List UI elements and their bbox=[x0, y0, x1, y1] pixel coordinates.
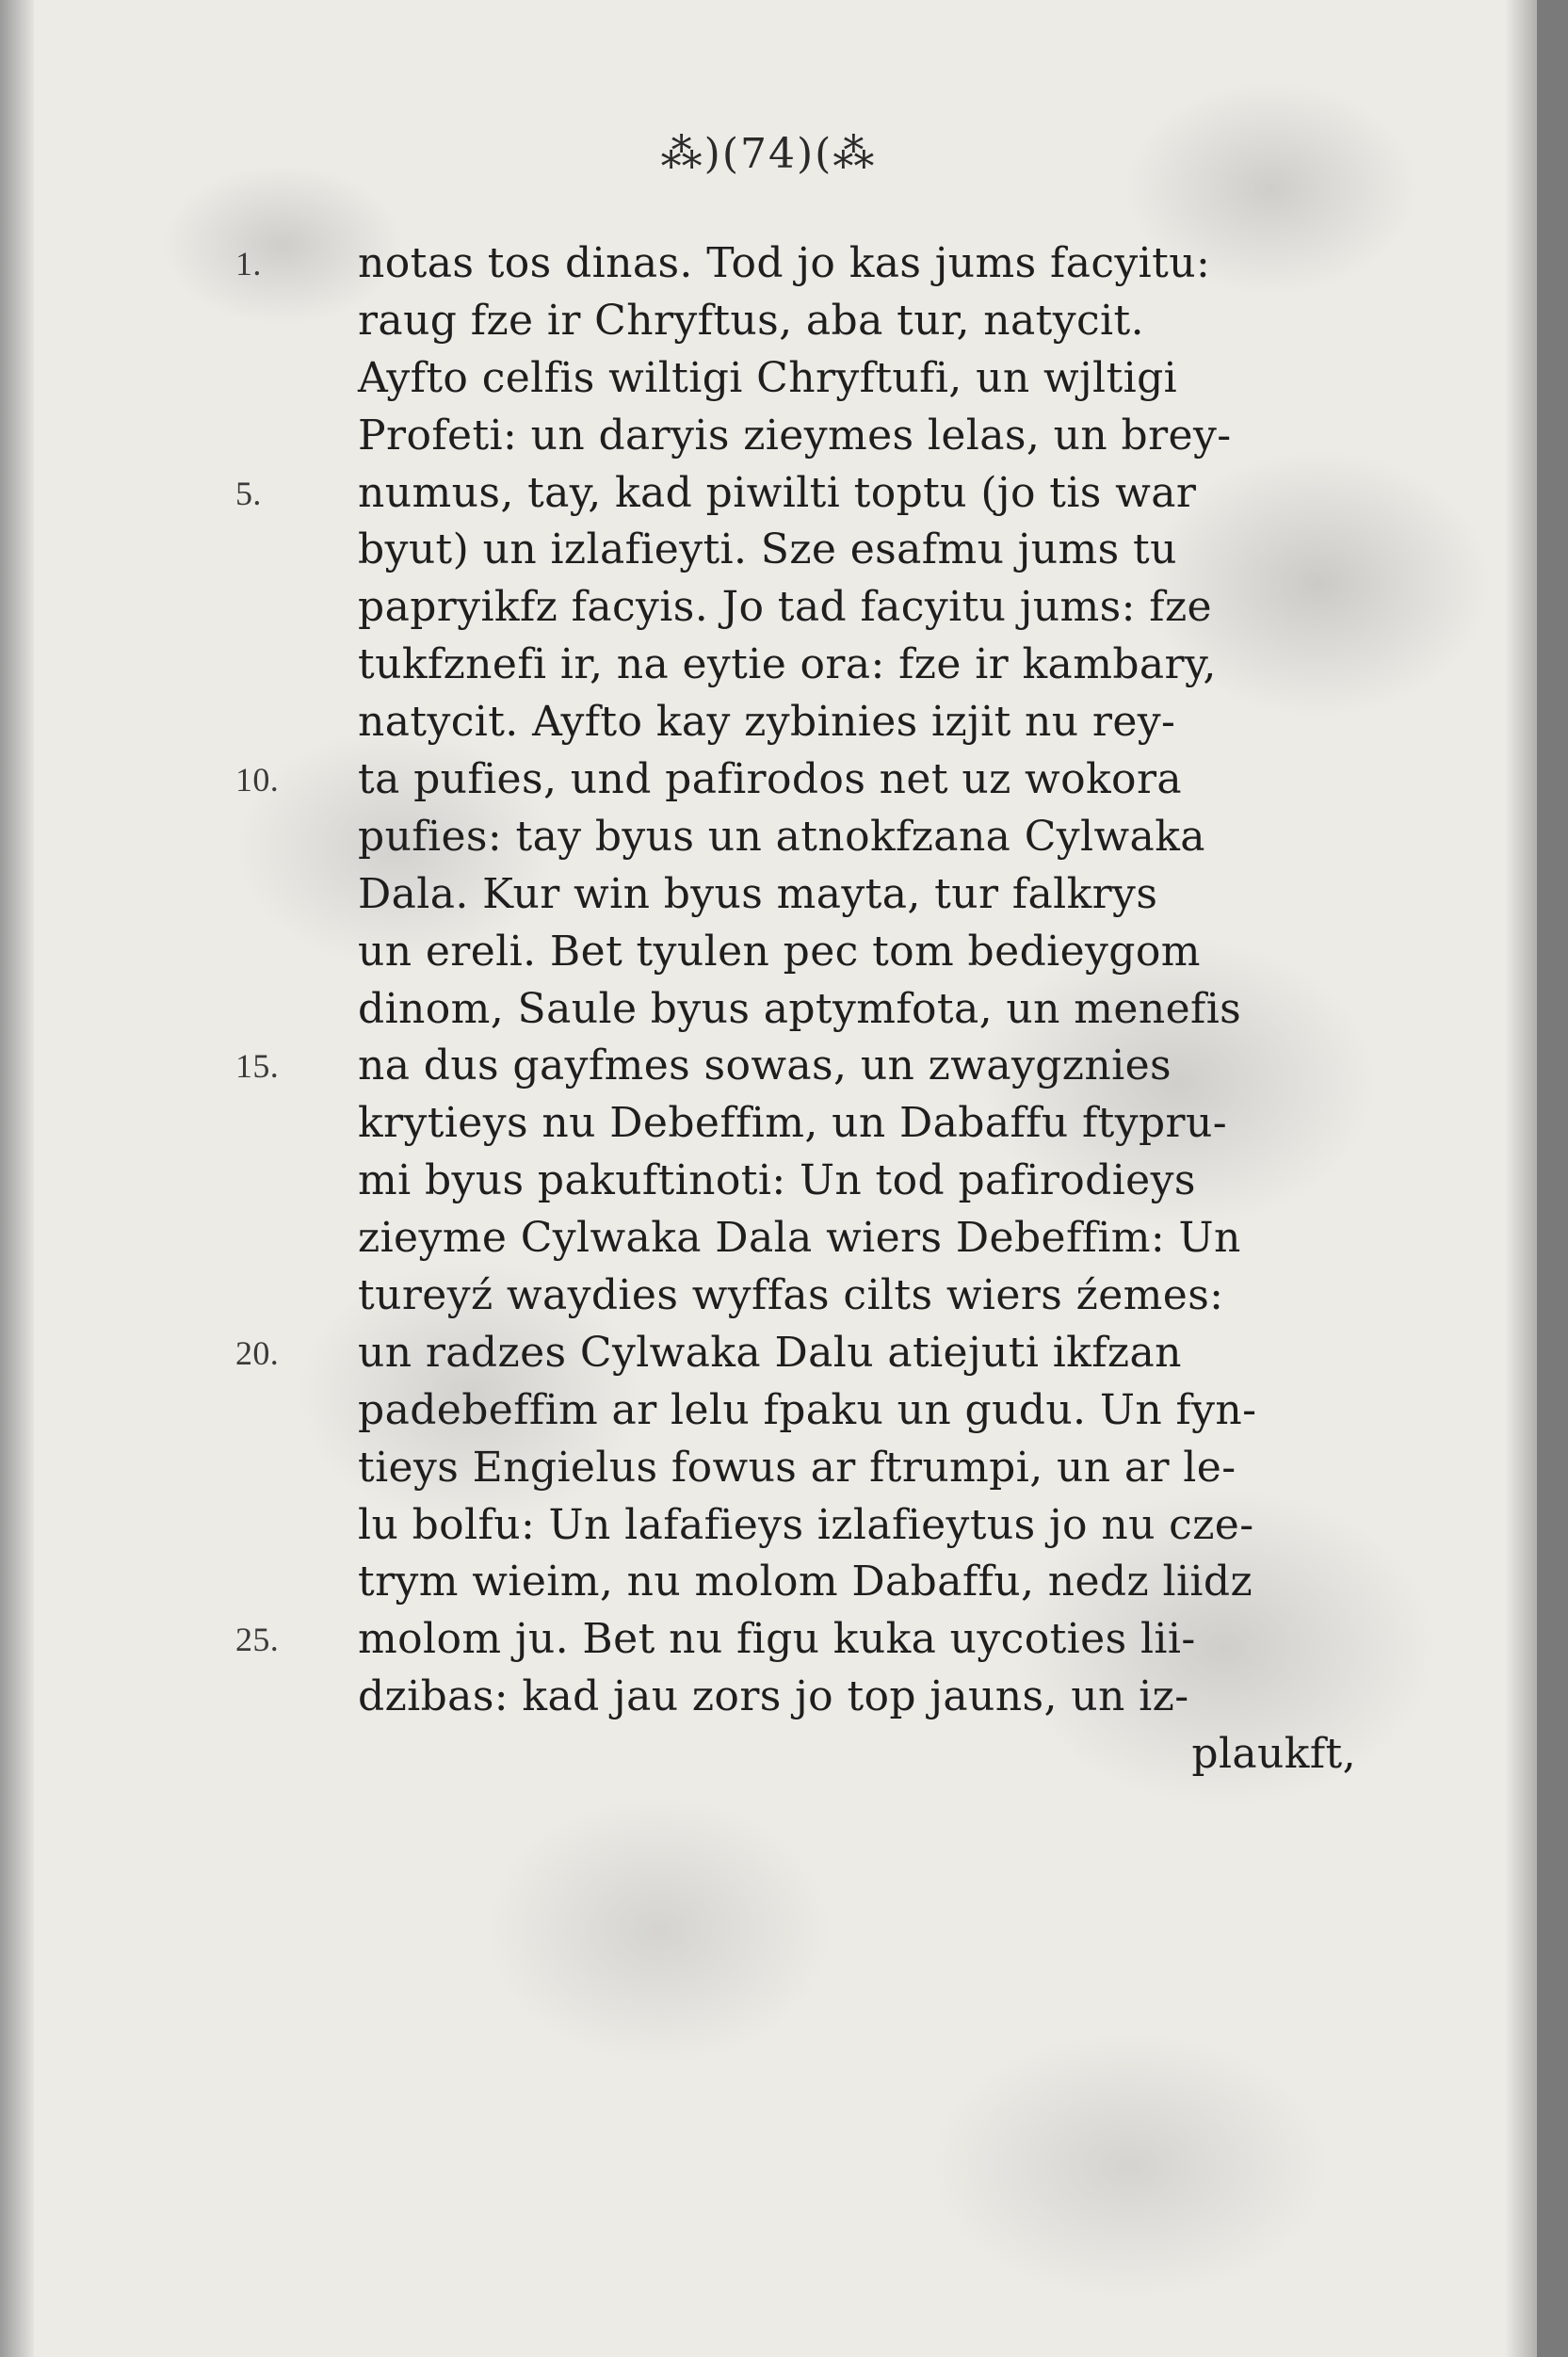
line-text: natycit. Ayfto kay zybinies izjit nu rey- bbox=[358, 698, 1176, 747]
line-text: notas tos dinas. Tod jo kas jums facyitu: bbox=[358, 239, 1211, 287]
line-text: Dala. Kur win byus mayta, tur falkrys bbox=[358, 869, 1158, 918]
line-number: 25. bbox=[235, 1621, 280, 1659]
catchword: plaukft, bbox=[1191, 1730, 1356, 1779]
line-number: 1. bbox=[235, 245, 262, 283]
line-text: raug fze ir Chryftus, aba tur, natycit. bbox=[358, 296, 1144, 345]
body-text bbox=[235, 235, 1375, 1784]
spine-shadow bbox=[0, 0, 34, 2357]
page-edge bbox=[1505, 0, 1537, 2357]
text-line bbox=[235, 1325, 1375, 1382]
text-line bbox=[358, 408, 1375, 465]
line-number: 10. bbox=[235, 761, 280, 799]
line-text: tieys Engielus fowus ar ftrumpi, un ar le- bbox=[358, 1443, 1237, 1492]
text-line bbox=[358, 1497, 1375, 1555]
line-text: mi byus pakuftinoti: Un tod pafirodieys bbox=[358, 1156, 1196, 1205]
text-line bbox=[358, 1440, 1375, 1497]
line-number: 20. bbox=[235, 1333, 280, 1372]
text-line bbox=[235, 1038, 1375, 1095]
line-text: Ayfto celfis wiltigi Chryftufi, un wjltigi bbox=[358, 353, 1178, 402]
text-line bbox=[358, 579, 1375, 637]
line-text: un ereli. Bet tyulen pec tom bedieygom bbox=[358, 927, 1201, 976]
line-text: krytieys nu Debeffim, un Dabaffu ftypru- bbox=[358, 1099, 1227, 1148]
text-line bbox=[358, 1382, 1375, 1440]
line-text: un radzes Cylwaka Dalu atiejuti ikfzan bbox=[358, 1328, 1182, 1377]
text-line bbox=[358, 809, 1375, 866]
line-text: dzibas: kad jau zors jo top jauns, un iz- bbox=[358, 1672, 1189, 1721]
text-line bbox=[358, 293, 1375, 350]
line-text: dinom, Saule byus aptymfota, un menefis bbox=[358, 984, 1242, 1033]
line-number: 5. bbox=[235, 474, 262, 512]
line-text: zieyme Cylwaka Dala wiers Debeffim: Un bbox=[358, 1214, 1241, 1263]
text-line bbox=[358, 637, 1375, 694]
text-line bbox=[235, 235, 1375, 293]
text-line bbox=[358, 1210, 1375, 1267]
page-header: ⁂)(74)(⁂ bbox=[660, 130, 877, 178]
line-text: tureyź waydies wyffas cilts wiers źemes: bbox=[358, 1271, 1224, 1320]
text-line bbox=[235, 751, 1375, 809]
line-text: pufies: tay byus un atnokfzana Cylwaka bbox=[358, 812, 1205, 861]
line-text: trym wieim, nu molom Dabaffu, nedz liidz bbox=[358, 1558, 1253, 1606]
line-text: na dus gayfmes sowas, un zwaygznies bbox=[358, 1041, 1172, 1090]
text-line bbox=[358, 1153, 1375, 1210]
line-text: byut) un izlafieyti. Sze esafmu jums tu bbox=[358, 525, 1177, 574]
line-text: ta pufies, und pafirodos net uz wokora bbox=[358, 755, 1183, 804]
text-line bbox=[358, 1267, 1375, 1325]
text-line bbox=[358, 694, 1375, 751]
line-text: lu bolfu: Un lafafieys izlafieytus jo nu cze- bbox=[358, 1500, 1254, 1549]
text-line bbox=[358, 1554, 1375, 1611]
text-line bbox=[235, 1611, 1375, 1669]
line-text: tukfznefi ir, na eytie ora: fze ir kambary, bbox=[358, 640, 1217, 689]
text-line bbox=[358, 1669, 1375, 1726]
line-number: 15. bbox=[235, 1047, 280, 1086]
line-text: Profeti: un daryis zieymes lelas, un brey- bbox=[358, 411, 1232, 460]
line-text: padebeffim ar lelu fpaku un gudu. Un fyn- bbox=[358, 1385, 1257, 1434]
text-line bbox=[235, 465, 1375, 523]
line-text: papryikfz facyis. Jo tad facyitu jums: fze bbox=[358, 583, 1212, 632]
text-line bbox=[358, 981, 1375, 1039]
text-line bbox=[358, 866, 1375, 924]
line-text: molom ju. Bet nu figu kuka uycoties lii- bbox=[358, 1615, 1196, 1664]
line-text: numus, tay, kad piwilti toptu (jo tis war bbox=[358, 468, 1197, 517]
text-line bbox=[358, 350, 1375, 408]
text-line bbox=[358, 522, 1375, 579]
text-line bbox=[358, 1095, 1375, 1153]
text-line bbox=[358, 924, 1375, 981]
